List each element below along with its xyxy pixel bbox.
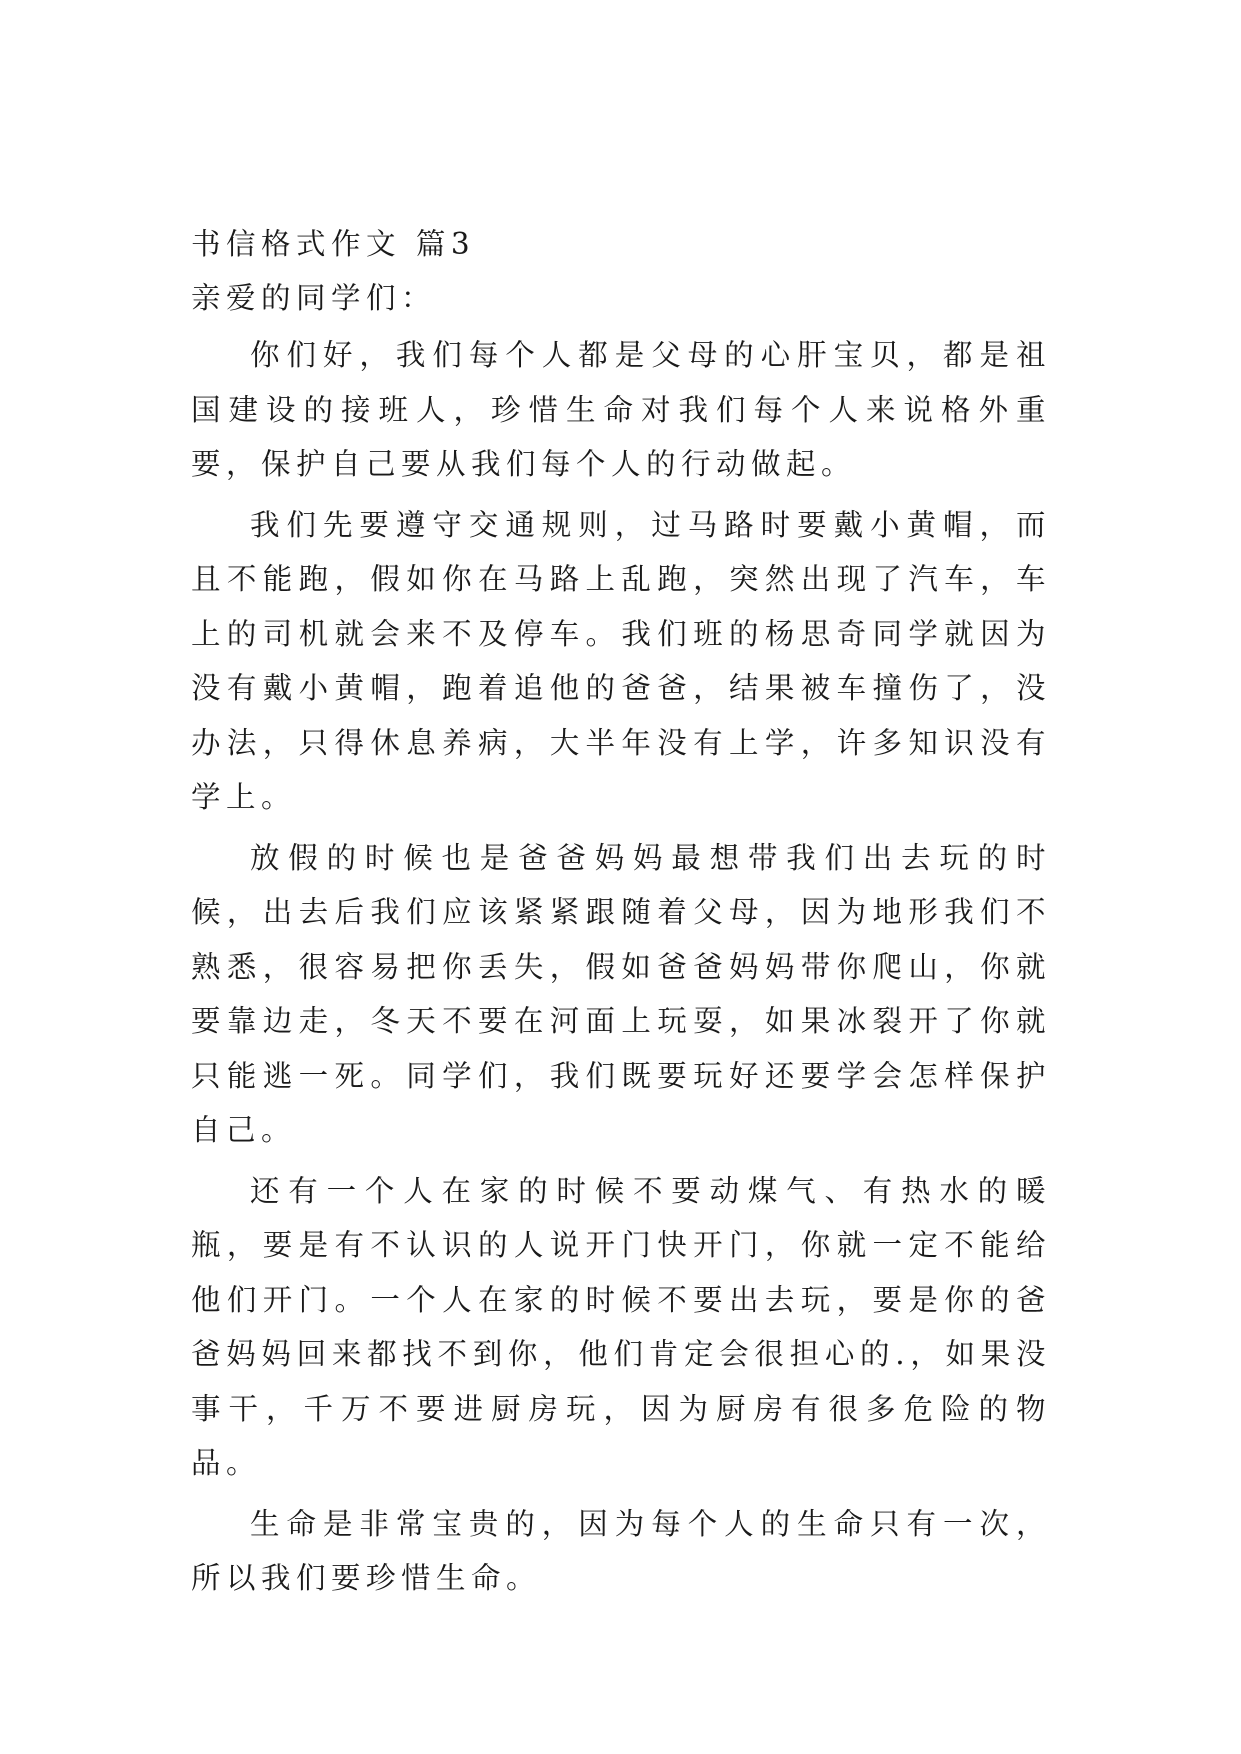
paragraph-3: 放假的时候也是爸爸妈妈最想带我们出去玩的时候，出去后我们应该紧紧跟随着父母，因为地形我们不熟悉，很容易把你丢失，假如爸爸妈妈带你爬山，你就要靠边走，冬天不要在河面上玩耍，如果冰裂开了你就只能逃一死。同学们，我们既要玩好还要学会怎样保护自己。 — [191, 840, 1051, 1147]
document-title: 书信格式作文 篇3 — [191, 227, 476, 261]
paragraph-2: 我们先要遵守交通规则，过马路时要戴小黄帽，而且不能跑，假如你在马路上乱跑，突然出现了汽车，车上的司机就会来不及停车。我们班的杨思奇同学就因为没有戴小黄帽，跑着追他的爸爸，结果被车撞伤了，没办法，只得休息养病，大半年没有上学，许多知识没有学上。 — [191, 507, 1051, 814]
paragraph-1: 你们好，我们每个人都是父母的心肝宝贝，都是祖国建设的接班人，珍惜生命对我们每个人来说格外重要，保护自己要从我们每个人的行动做起。 — [191, 338, 1051, 481]
paragraph-5: 生命是非常宝贵的，因为每个人的生命只有一次，所以我们要珍惜生命。 — [191, 1506, 1051, 1595]
letter-greeting: 亲爱的同学们： — [191, 281, 437, 315]
paragraph-4: 还有一个人在家的时候不要动煤气、有热水的暖瓶，要是有不认识的人说开门快开门，你就一定不能给他们开门。一个人在家的时候不要出去玩，要是你的爸爸妈妈回来都找不到你，他们肯定会很担心的.，如果没事干，千万不要进厨房玩，因为厨房有很多危险的物品。 — [191, 1173, 1051, 1480]
letter-body — [191, 222, 1051, 1612]
